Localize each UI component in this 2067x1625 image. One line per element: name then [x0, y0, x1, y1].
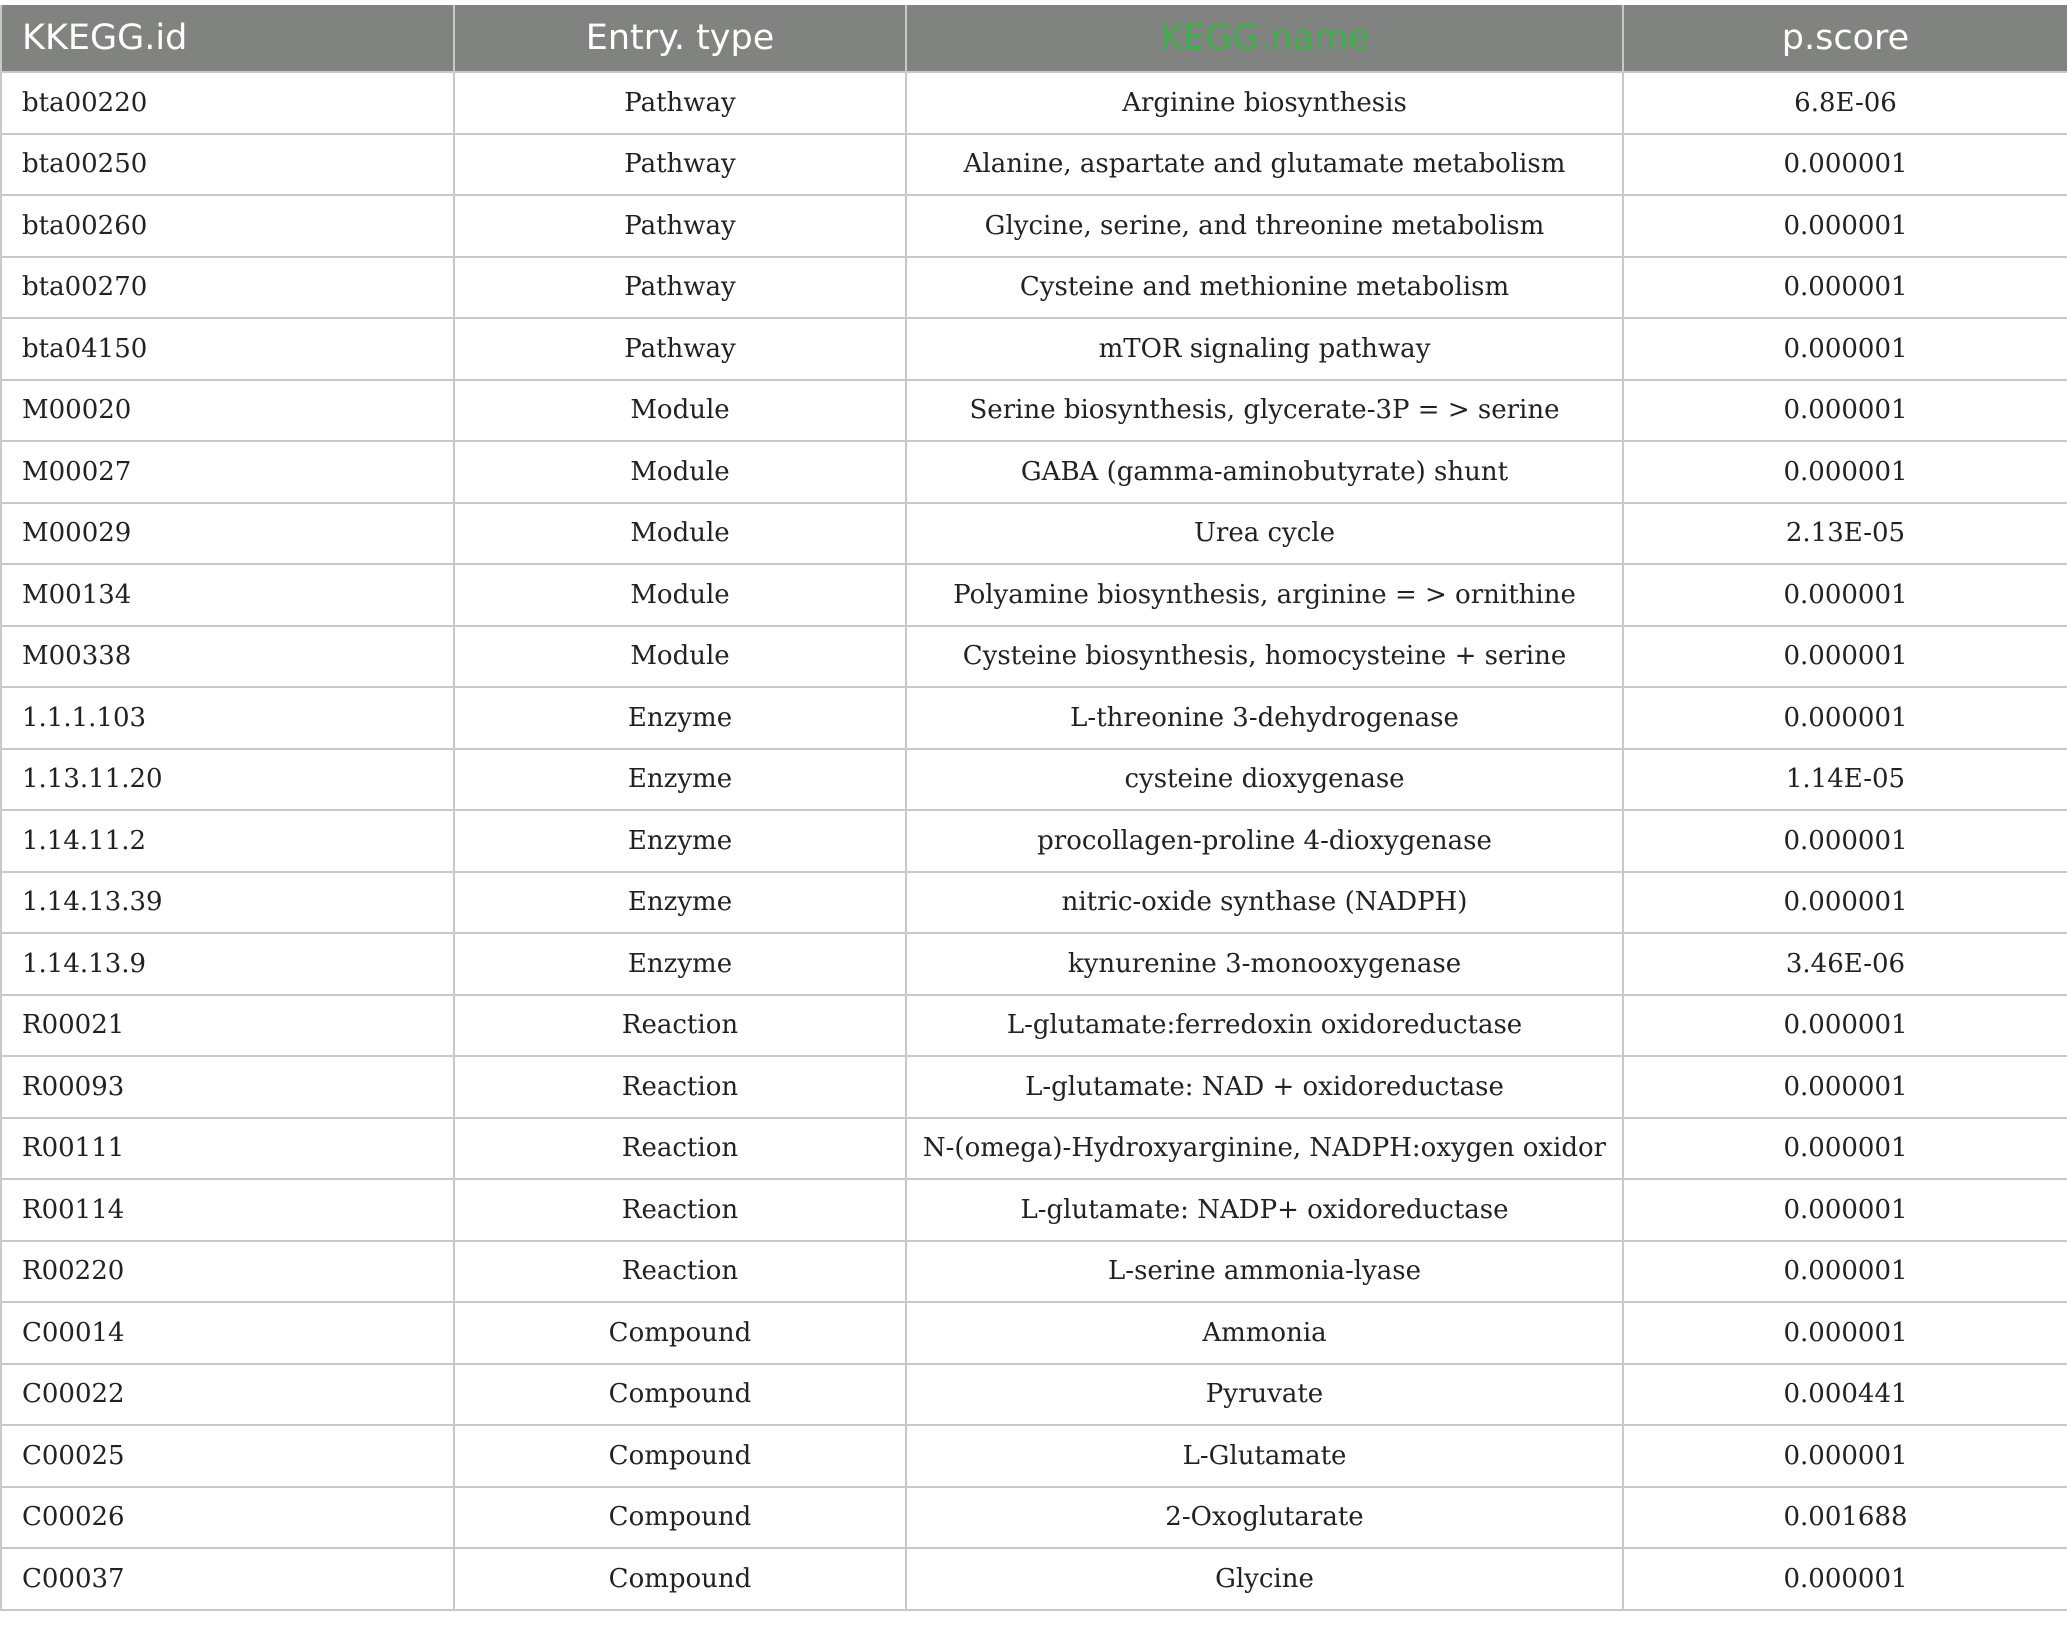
cell-entry-type: Compound — [454, 1302, 906, 1364]
header-row — [1, 5, 2067, 72]
cell-kegg-id: 1.14.13.39 — [1, 872, 454, 934]
cell-kegg-name: Polyamine biosynthesis, arginine = > ornithine — [906, 564, 1623, 626]
table-row — [1, 503, 2067, 565]
cell-kegg-name: L-serine ammonia-lyase — [906, 1241, 1623, 1303]
cell-p-score: 0.000001 — [1623, 318, 2067, 380]
table-row — [1, 1364, 2067, 1426]
cell-kegg-name: Pyruvate — [906, 1364, 1623, 1426]
cell-kegg-id: C00026 — [1, 1487, 454, 1549]
cell-entry-type: Pathway — [454, 257, 906, 319]
cell-entry-type: Module — [454, 503, 906, 565]
table-row — [1, 933, 2067, 995]
cell-p-score: 2.13E-05 — [1623, 503, 2067, 565]
cell-entry-type: Pathway — [454, 134, 906, 196]
cell-p-score: 0.000001 — [1623, 1241, 2067, 1303]
cell-kegg-name: L-threonine 3-dehydrogenase — [906, 687, 1623, 749]
cell-kegg-id: bta00270 — [1, 257, 454, 319]
cell-kegg-id: 1.13.11.20 — [1, 749, 454, 811]
cell-p-score: 0.000001 — [1623, 1425, 2067, 1487]
table-row — [1, 1487, 2067, 1549]
cell-kegg-name: Arginine biosynthesis — [906, 72, 1623, 134]
cell-kegg-name: Serine biosynthesis, glycerate-3P = > serine — [906, 380, 1623, 442]
cell-kegg-name: cysteine dioxygenase — [906, 749, 1623, 811]
cell-p-score: 1.14E-05 — [1623, 749, 2067, 811]
cell-kegg-name: L-glutamate: NAD + oxidoreductase — [906, 1056, 1623, 1118]
table-row — [1, 1179, 2067, 1241]
cell-kegg-id: bta00220 — [1, 72, 454, 134]
cell-entry-type: Pathway — [454, 72, 906, 134]
cell-kegg-name: Cysteine and methionine metabolism — [906, 257, 1623, 319]
cell-entry-type: Compound — [454, 1425, 906, 1487]
cell-kegg-name: L-Glutamate — [906, 1425, 1623, 1487]
cell-p-score: 3.46E-06 — [1623, 933, 2067, 995]
cell-kegg-id: M00027 — [1, 441, 454, 503]
cell-entry-type: Reaction — [454, 995, 906, 1057]
cell-kegg-id: bta04150 — [1, 318, 454, 380]
cell-kegg-id: M00338 — [1, 626, 454, 688]
cell-p-score: 6.8E-06 — [1623, 72, 2067, 134]
cell-kegg-name: Urea cycle — [906, 503, 1623, 565]
cell-kegg-id: 1.1.1.103 — [1, 687, 454, 749]
cell-entry-type: Pathway — [454, 318, 906, 380]
cell-p-score: 0.000001 — [1623, 1302, 2067, 1364]
cell-entry-type: Reaction — [454, 1179, 906, 1241]
cell-kegg-name: mTOR signaling pathway — [906, 318, 1623, 380]
header-entry-type: Entry. type — [454, 5, 906, 72]
table-row — [1, 626, 2067, 688]
cell-p-score: 0.000441 — [1623, 1364, 2067, 1426]
cell-p-score: 0.000001 — [1623, 257, 2067, 319]
table-row — [1, 72, 2067, 134]
cell-kegg-id: M00020 — [1, 380, 454, 442]
cell-kegg-id: 1.14.13.9 — [1, 933, 454, 995]
cell-entry-type: Module — [454, 441, 906, 503]
cell-entry-type: Enzyme — [454, 872, 906, 934]
header-p-score: p.score — [1623, 5, 2067, 72]
cell-kegg-id: 1.14.11.2 — [1, 810, 454, 872]
cell-kegg-name: Alanine, aspartate and glutamate metabolism — [906, 134, 1623, 196]
cell-p-score: 0.000001 — [1623, 626, 2067, 688]
cell-p-score: 0.000001 — [1623, 564, 2067, 626]
cell-kegg-name: nitric-oxide synthase (NADPH) — [906, 872, 1623, 934]
cell-entry-type: Module — [454, 380, 906, 442]
cell-kegg-name: kynurenine 3-monooxygenase — [906, 933, 1623, 995]
table-row — [1, 195, 2067, 257]
table-row — [1, 1425, 2067, 1487]
cell-kegg-id: R00093 — [1, 1056, 454, 1118]
cell-p-score: 0.001688 — [1623, 1487, 2067, 1549]
cell-kegg-id: R00220 — [1, 1241, 454, 1303]
cell-entry-type: Module — [454, 626, 906, 688]
cell-kegg-name: Glycine — [906, 1548, 1623, 1610]
cell-entry-type: Enzyme — [454, 687, 906, 749]
cell-kegg-name: L-glutamate: NADP+ oxidoreductase — [906, 1179, 1623, 1241]
kegg-table-container — [0, 5, 2067, 1611]
cell-entry-type: Compound — [454, 1548, 906, 1610]
cell-p-score: 0.000001 — [1623, 1118, 2067, 1180]
cell-entry-type: Reaction — [454, 1241, 906, 1303]
cell-entry-type: Enzyme — [454, 810, 906, 872]
cell-kegg-name: L-glutamate:ferredoxin oxidoreductase — [906, 995, 1623, 1057]
table-row — [1, 1548, 2067, 1610]
table-row — [1, 1302, 2067, 1364]
cell-entry-type: Compound — [454, 1487, 906, 1549]
table-row — [1, 257, 2067, 319]
table-row — [1, 810, 2067, 872]
table-row — [1, 380, 2067, 442]
cell-kegg-id: R00021 — [1, 995, 454, 1057]
kegg-enrichment-table — [0, 5, 2067, 1611]
cell-p-score: 0.000001 — [1623, 872, 2067, 934]
cell-kegg-name: GABA (gamma-aminobutyrate) shunt — [906, 441, 1623, 503]
cell-kegg-name: Ammonia — [906, 1302, 1623, 1364]
cell-entry-type: Compound — [454, 1364, 906, 1426]
table-row — [1, 1056, 2067, 1118]
header-kegg-id: KKEGG.id — [1, 5, 454, 72]
cell-entry-type: Module — [454, 564, 906, 626]
cell-kegg-id: C00037 — [1, 1548, 454, 1610]
cell-p-score: 0.000001 — [1623, 441, 2067, 503]
cell-p-score: 0.000001 — [1623, 1179, 2067, 1241]
cell-kegg-id: C00022 — [1, 1364, 454, 1426]
cell-kegg-id: C00025 — [1, 1425, 454, 1487]
table-row — [1, 318, 2067, 380]
cell-p-score: 0.000001 — [1623, 195, 2067, 257]
cell-kegg-id: R00111 — [1, 1118, 454, 1180]
table-row — [1, 995, 2067, 1057]
header-kegg-name: KEGG.name — [906, 5, 1623, 72]
cell-kegg-id: C00014 — [1, 1302, 454, 1364]
cell-kegg-id: M00134 — [1, 564, 454, 626]
table-row — [1, 749, 2067, 811]
cell-kegg-name: Cysteine biosynthesis, homocysteine + serine — [906, 626, 1623, 688]
table-row — [1, 564, 2067, 626]
cell-kegg-name: Glycine, serine, and threonine metabolism — [906, 195, 1623, 257]
table-body — [1, 72, 2067, 1610]
table-row — [1, 441, 2067, 503]
cell-p-score: 0.000001 — [1623, 134, 2067, 196]
cell-entry-type: Enzyme — [454, 749, 906, 811]
cell-p-score: 0.000001 — [1623, 995, 2067, 1057]
cell-kegg-id: bta00260 — [1, 195, 454, 257]
cell-entry-type: Pathway — [454, 195, 906, 257]
table-row — [1, 1118, 2067, 1180]
cell-entry-type: Reaction — [454, 1056, 906, 1118]
cell-p-score: 0.000001 — [1623, 810, 2067, 872]
cell-entry-type: Enzyme — [454, 933, 906, 995]
table-row — [1, 872, 2067, 934]
cell-p-score: 0.000001 — [1623, 1056, 2067, 1118]
cell-p-score: 0.000001 — [1623, 380, 2067, 442]
cell-p-score: 0.000001 — [1623, 687, 2067, 749]
cell-p-score: 0.000001 — [1623, 1548, 2067, 1610]
cell-kegg-name: N-(omega)-Hydroxyarginine, NADPH:oxygen oxidor — [906, 1118, 1623, 1180]
cell-kegg-name: 2-Oxoglutarate — [906, 1487, 1623, 1549]
table-row — [1, 687, 2067, 749]
table-header — [1, 5, 2067, 72]
cell-kegg-name: procollagen-proline 4-dioxygenase — [906, 810, 1623, 872]
cell-kegg-id: R00114 — [1, 1179, 454, 1241]
table-row — [1, 134, 2067, 196]
cell-kegg-id: M00029 — [1, 503, 454, 565]
table-row — [1, 1241, 2067, 1303]
cell-kegg-id: bta00250 — [1, 134, 454, 196]
cell-entry-type: Reaction — [454, 1118, 906, 1180]
